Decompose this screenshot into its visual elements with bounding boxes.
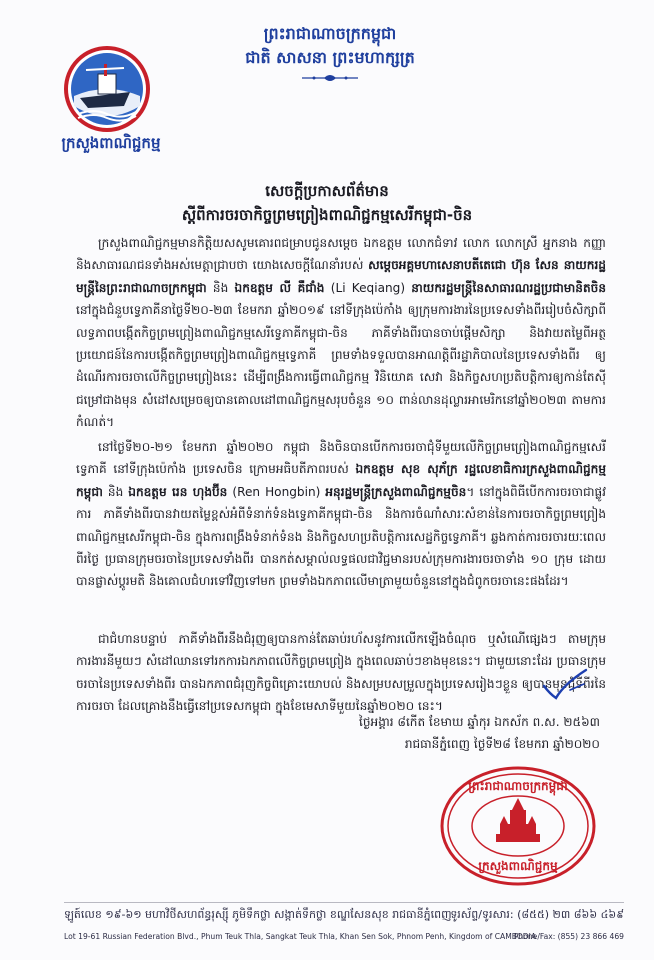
footer-address-latin: Lot 19-61 Russian Federation Blvd., Phum Teuk Thla, Sangkat Teuk Thla, Khan Sen Sok, Phnom Penh, Kingdom of CAMBODIA <box>64 932 537 941</box>
footer-phone-khmer: ទូរស័ព្ទ/ទូរសារ: (៨៥៥) ២៣ ៨៦៦ ៤៦៩ <box>450 908 624 921</box>
seal-top-text: ព្រះរាជាណាចក្រកម្ពុជា <box>468 779 568 793</box>
ministry-name: ក្រសួងពាណិជ្ជកម្ម <box>61 134 161 152</box>
date-lunar: ថ្ងៃអង្គារ ៨កើត ខែមាឃ ឆ្នាំកុរ ឯកស័ក ព.ស. ២៥៦៣ <box>359 715 600 729</box>
kingdom-header <box>230 22 430 89</box>
ministry-seal <box>438 764 598 888</box>
document-subtitle: ស្តីពីការចរចាកិច្ចព្រមព្រៀងពាណិជ្ជកម្មសេរីកម្ពុជា-ចិន <box>181 206 473 224</box>
ornament-divider <box>230 71 430 85</box>
document-title: សេចក្តីប្រកាសព័ត៌មាន <box>265 182 389 200</box>
footer-divider <box>64 902 624 903</box>
paragraph-1: ក្រសួងពាណិជ្ជកម្មមានកិត្តិយសសូមគោរពជម្រាបជូនសម្តេច ឯកឧត្តម លោកជំទាវ លោក លោកស្រី អ្នកនាង កញ្ញា និងសាធារណជនទាំងអស់មេត្តាជ្រាបថា យោងសេចក្តីណែនាំរបស់ សម្តេចអគ្គមហាសេនាបតីតេជោ ហ៊ុន សែន នាយករដ្ឋមន្ត្រីនៃព្រះរាជាណាចក្រកម្ពុជា និង ឯកឧត្តម លី គឺជាំង (Li Keqiang) នាយករដ្ឋមន្ត្រីនៃសាធារណរដ្ឋប្រជាមានិតចិន នៅក្នុងជំនួបទ្វេភាគីនាថ្ងៃទី២០-២៣ ខែមករា ឆ្នាំ២០១៩ នៅទីក្រុងប៉េកាំង ឲ្យក្រុមការងារនៃប្រទេសទាំងពីររៀបចំសិក្សាពីលទ្ធភាពបង្កើតកិច្ចព្រមព្រៀងពាណិជ្ជកម្មសេរីទ្វេភាគីកម្ពុជា-ចិន ភាគីទាំងពីរបានចាប់ផ្តើមសិក្សា និងវាយតម្លៃពីអត្ថប្រយោជន៍នៃការបង្កើតកិច្ចព្រមព្រៀងពាណិជ្ជកម្មទ្វេភាគី ព្រមទាំងទទួលបានអាណត្តិពីរដ្ឋាភិបាលនៃប្រទេសទាំងពីរ ឲ្យដំណើរការចរចាលើកិច្ចព្រមព្រៀងនេះ ដើម្បីពង្រឹងការធ្វើពាណិជ្ជកម្ម វិនិយោគ សេវា និងកិច្ចសហប្រតិបត្តិការឲ្យកាន់តែស៊ីជម្រៅជាងមុន សំដៅសម្រេចឲ្យបានគោលដៅពាណិជ្ជកម្មសរុបចំនួន ១០ ពាន់លានដុល្លារអាមេរិកនៅឆ្នាំ២០២៣ តាមការកំណត់។ <box>76 236 606 430</box>
paragraph-2: នៅថ្ងៃទី២០-២១ ខែមករា ឆ្នាំ២០២០ កម្ពុជា និងចិនបានបើកការចរចាជុំទីមួយលើកិច្ចព្រមព្រៀងពាណិជ្ជកម្មសេរីទ្វេភាគី នៅទីក្រុងប៉េកាំង ប្រទេសចិន ក្រោមអធិបតីភាពរបស់ ឯកឧត្តម សុខ សុភ័ក្រ រដ្ឋលេខាធិការក្រសួងពាណិជ្ជកម្មកម្ពុជា និង ឯកឧត្តម រេន ហុងប៊ីន (Ren Hongbin) អនុរដ្ឋមន្ត្រីក្រសួងពាណិជ្ជកម្មចិន។ នៅក្នុងពិធីបើកការចរចាជាផ្លូវការ ភាគីទាំងពីរបានវាយតម្លៃខ្ពស់អំពីទំនាក់ទំនងទ្វេភាគីកម្ពុជា-ចិន និងការចំណាំសារៈសំខាន់នៃការចរចាកិច្ចព្រមព្រៀងពាណិជ្ជកម្មសេរីកម្ពុជា-ចិន ក្នុងការពង្រឹងទំនាក់ទំនង និងកិច្ចសហប្រតិបត្តិការសេដ្ឋកិច្ចទ្វេភាគី។ ឆ្លងកាត់ការចរចារយៈពេលពីរថ្ងៃ ប្រធានក្រុមចរចានៃប្រទេសទាំងពីរ បានកត់សម្គាល់លទ្ធផលជាវិជ្ជមានរបស់ក្រុមការងារចរចាទាំង ១០ ក្រុម ដោយបានផ្លាស់ប្តូរមតិ និងគោលជំហរទៅវិញទៅមក ព្រមទាំងឯកភាពលើមាត្រាមួយចំនួននៅក្នុងជំពូកចរចានេះផងដែរ។ <box>76 440 606 589</box>
national-motto: ជាតិ សាសនា ព្រះមហាក្សត្រ <box>245 48 415 67</box>
footer-phone-latin: Phone/Fax: (855) 23 866 469 <box>513 932 624 941</box>
date-solar: រាជធានីភ្នំពេញ ថ្ងៃទី២៨ ខែមករា ឆ្នាំ២០២០ <box>404 737 600 751</box>
seal-bottom-text: ក្រសួងពាណិជ្ជកម្ម <box>478 859 558 873</box>
paragraph-3: ជាជំហានបន្ទាប់ ភាគីទាំងពីរនឹងជំរុញឲ្យបានកាន់តែឆាប់រហ័សនូវការលើកឡើងចំណុច ឬសំណើផ្សេងៗ តាមក្រុមការងារនីមួយៗ សំដៅឈានទៅរកការឯកភាពលើកិច្ចព្រមព្រៀង ក្នុងពេលឆាប់ៗខាងមុខនេះ។ ជាមួយនោះដែរ ប្រធានក្រុមចរចានៃប្រទេសទាំងពីរ បានឯកភាពជំរុញកិច្ចពិគ្រោះយោបល់ និងសម្របសម្រួលក្នុងប្រទេសរៀងៗខ្លួន ឲ្យបានមុនជុំទីពីរនៃការចរចា ដែលគ្រោងនឹងធ្វើនៅប្រទេសកម្ពុជា ក្នុងខែមេសាទីមួយនៃឆ្នាំ២០២០ នេះ។ <box>76 632 606 714</box>
footer-address-khmer: ឡូត៍លេខ ១៩-៦១ មហាវិថីសហព័ន្ធរុស្ស៊ី ភូមិទឹកថ្លា សង្កាត់ទឹកថ្លា ខណ្ឌសែនសុខ រាជធានីភ្នំពេញ <box>64 908 452 921</box>
initial-signature <box>540 664 592 704</box>
kingdom-name: ព្រះរាជាណាចក្រកម្ពុជា <box>263 24 397 43</box>
ministry-logo <box>64 46 150 132</box>
document-body <box>76 232 606 738</box>
footer-latin <box>64 932 624 941</box>
footer-khmer <box>64 908 624 924</box>
